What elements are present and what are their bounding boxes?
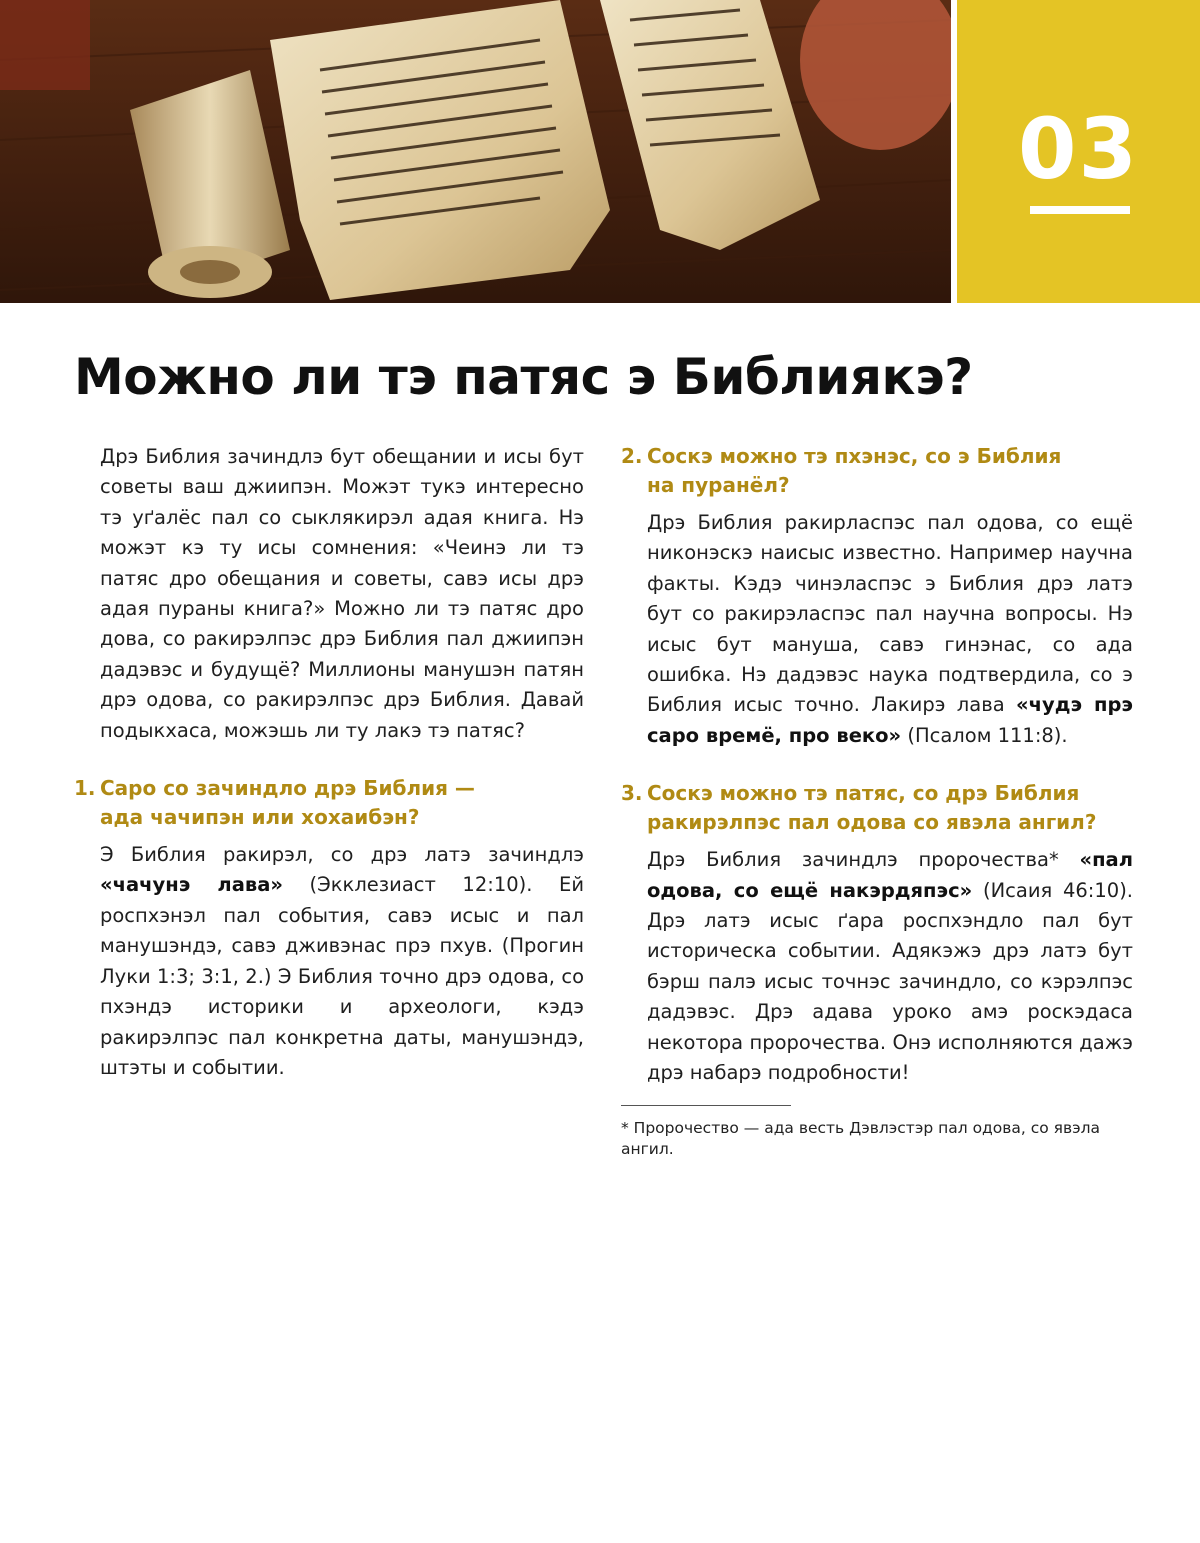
chapter-badge bbox=[957, 0, 1200, 303]
section-2-heading-line1: Соскэ можно тэ пхэнэс, со э Библия bbox=[647, 444, 1062, 468]
footnote-divider bbox=[621, 1105, 791, 1106]
section-2-quote: «чудэ прэ саро времё, про веко» bbox=[647, 693, 1133, 747]
section-1-text-a: Э Библия ракирэл, со дрэ латэ зачиндлэ bbox=[100, 843, 584, 867]
footnote: * Пророчество — ада весть Дэвлэстэр пал одова, со явэла ангил. bbox=[621, 1118, 1101, 1158]
section-2-paragraph bbox=[621, 508, 1133, 751]
section-2-heading bbox=[621, 442, 1133, 500]
section-1-heading-line2: ада чачипэн или хохаибэн? bbox=[100, 805, 420, 830]
intro-paragraph: Дрэ Библия зачиндлэ бут обещании и исы бут советы ваш джиипэн. Можэт тукэ интересно тэ уґалёс пал со сыклякирэл адая книга. Нэ можэт кэ ту исы сомнения: «Чеинэ ли тэ патяс дро обещания и советы, савэ исы дрэ адая пураны книга?» Можно ли тэ патяс дро дова, со ракирэлпэс дрэ Библия пал джиипэн дадэвэс и будущё? Миллионы манушэн патян дрэ одова, со ракирэлпэс дрэ Библия. Давай подыкхаса, можэшь ли ту лакэ тэ патяс? bbox=[100, 445, 584, 742]
section-1-text-b: (Экклезиаст 12:10). Ей роспхэнэл пал события, савэ исыс и пал манушэндэ, савэ дживэнас прэ пхув. (Прогин Луки 1:3; 3:1, 2.) Э Библия точно дрэ одова, со пхэндэ историки и археологи, кэдэ ракирэлпэс пал конкретна даты, манушэндэ, штэты и событии. bbox=[100, 873, 585, 1079]
section-3-heading bbox=[621, 779, 1133, 837]
section-2-text-b: (Псалом 111:8). bbox=[901, 723, 1068, 747]
section-1-quote: «чачунэ лава» bbox=[100, 873, 283, 897]
section-3-text-a: Дрэ Библия зачиндлэ пророчества* bbox=[647, 848, 1080, 872]
scrolls-illustration bbox=[0, 0, 951, 303]
section-3-text-b: (Исаия 46:10). Дрэ латэ исыс ґара роспхэндло пал бут историческа событии. Адякэжэ дрэ латэ бут бэрш палэ исыс точнэс зачиндло, со кэрэлпэс дадэвэс. Дрэ адава уроко амэ роскэдаса некотора пророчества. Онэ исполняются дажэ дрэ набарэ подробности! bbox=[647, 878, 1133, 1085]
section-2-number: 2. bbox=[621, 444, 643, 468]
section-2-text-a: Дрэ Библия ракирласпэс пал одова, со ещё никонэскэ наисыс известно. Например научна факты. Кэдэ чинэласпэс э Библия дрэ латэ бут со ракирэласпэс пал научна вопросы. Нэ исыс бут мануша, савэ гинэнас, со ада ошибка. Нэ дадэвэс наука подтвердила, со э Библия исыс точно. Лакирэ лава bbox=[647, 511, 1133, 717]
section-3-heading-line1: Соскэ можно тэ патяс, со дрэ Библия bbox=[647, 781, 1080, 806]
section-2-heading-line2: на пуранёл? bbox=[647, 473, 790, 497]
right-column bbox=[621, 442, 1133, 1160]
left-column bbox=[74, 442, 584, 1083]
section-3-quote: «пал одова, со ещё накэрдяпэс» bbox=[647, 848, 1133, 902]
section-3-heading-line2: ракирэлпэс пал одова со явэла ангил? bbox=[647, 810, 1097, 835]
section-1-heading bbox=[74, 774, 584, 832]
page-title: Можно ли тэ патяс э Библиякэ? bbox=[74, 348, 973, 406]
hero-image-scrolls bbox=[0, 0, 951, 303]
section-3-number: 3. bbox=[621, 781, 643, 806]
chapter-underline bbox=[1030, 206, 1130, 214]
section-1-number: 1. bbox=[74, 776, 96, 801]
chapter-number: 03 bbox=[1018, 100, 1139, 198]
section-3-paragraph bbox=[621, 845, 1133, 1088]
section-1-heading-line1: Саро со зачиндло дрэ Библия — bbox=[100, 776, 475, 801]
section-1-paragraph bbox=[74, 840, 584, 1083]
